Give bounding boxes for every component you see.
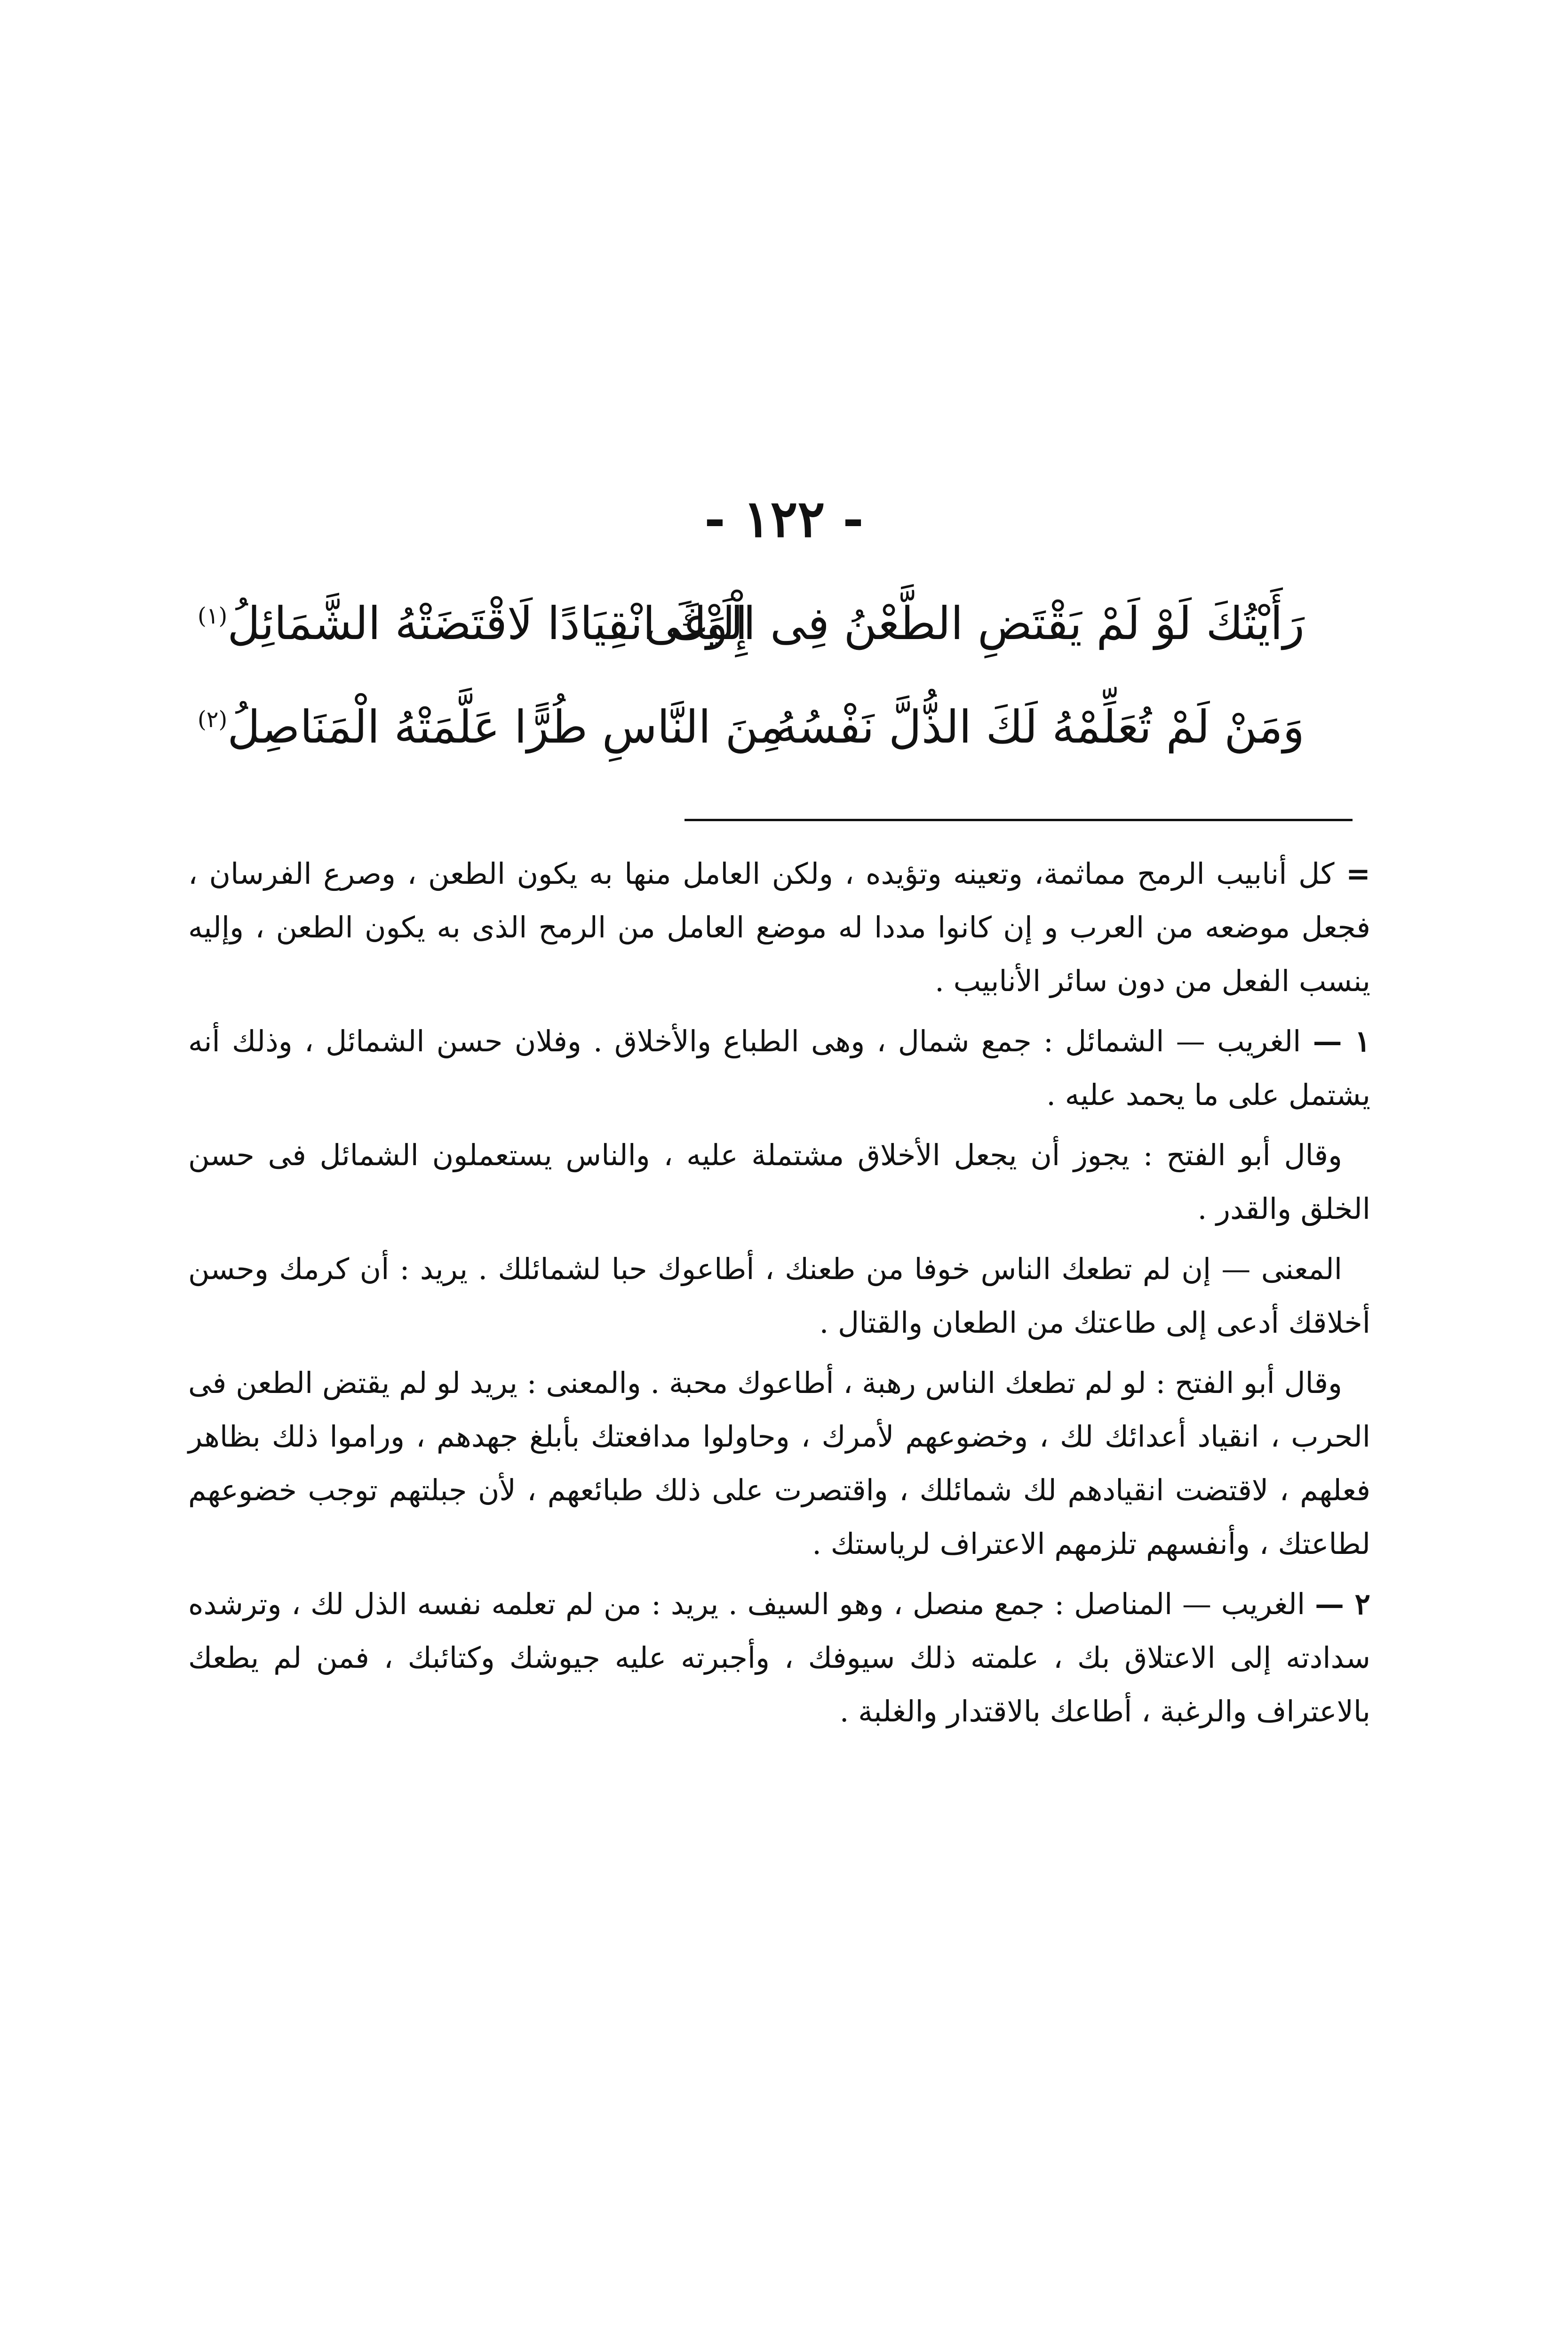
page-number: - ١٢٢ - <box>704 489 864 549</box>
note-paragraph <box>188 847 1370 1008</box>
note-marker: ١ — <box>1313 1024 1371 1058</box>
note-marker: ٢ — <box>1314 1587 1370 1621</box>
note-text: الغريب — الشمائل : جمع شمال ، وهى الطباع والأخلاق . وفلان حسن الشمائل ، وذلك أنه يشتمل على ما يحمد عليه . <box>188 1024 1370 1112</box>
note-text: وقال أبو الفتح : يجوز أن يجعل الأخلاق مشتملة عليه ، والناس يستعملون الشمائل فى حسن الخلق والقدر . <box>188 1138 1370 1226</box>
footnote-ref: (١) <box>198 603 228 629</box>
footnote-separator <box>685 819 1353 821</box>
verse-line <box>198 588 1305 659</box>
footnote-ref: (٢) <box>198 706 228 733</box>
hemistich-text: إِلَيْكَ انْقِيَادًا لَاقْتَضَتْهُ الشَّمَائِلُ <box>227 597 748 650</box>
second-hemistich <box>198 588 748 659</box>
note-paragraph <box>188 1577 1370 1738</box>
second-hemistich <box>198 692 784 762</box>
first-hemistich: وَمَنْ لَمْ تُعَلِّمْهُ لَكَ الذُّلَّ نَفْسُهُ <box>774 701 1305 753</box>
note-text: كل أنابيب الرمح مماثمة، وتعينه وتؤيده ، ولكن العامل منها به يكون الطعن ، وصرع الفرسان ، فجعل موضعه من العرب و إن كانوا مددا له موضع العامل من الرمح الذى به يكون الطعن ، وإليه ينسب الفعل من دون سائر الأنابيب . <box>188 856 1370 998</box>
verse-line <box>198 692 1305 762</box>
note-paragraph <box>188 1015 1370 1122</box>
hemistich-text: مِنَ النَّاسِ طُرًّا عَلَّمَتْهُ الْمَنَاصِلُ <box>227 701 784 753</box>
commentary-notes <box>188 847 1370 1745</box>
note-paragraph <box>188 1242 1370 1350</box>
note-text: المعنى — إن لم تطعك الناس خوفا من طعنك ، أطاعوك حبا لشمائلك . يريد : أن كرمك وحسن أخلاقك أدعى إلى طاعتك من الطعان والقتال . <box>188 1252 1370 1340</box>
note-paragraph <box>188 1128 1370 1236</box>
note-text: الغريب — المناصل : جمع منصل ، وهو السيف . يريد : من لم تعلمه نفسه الذل لك ، وترشده سدادته إلى الاعتلاق بك ، علمته ذلك سيوفك ، وأجبرته عليه جيوشك وكتائبك ، فمن لم يطعك بالاعتراف والرغبة ، أطاعك بالاقتدار والغلبة . <box>188 1587 1370 1728</box>
note-paragraph <box>188 1356 1370 1571</box>
first-hemistich: رَأَيْتُكَ لَوْ لَمْ يَقْتَضِ الطَّعْنُ فِى الْوَغَى <box>645 597 1305 650</box>
note-marker: = <box>1346 856 1370 891</box>
note-text: وقال أبو الفتح : لو لم تطعك الناس رهبة ، أطاعوك محبة . والمعنى : يريد لو لم يقتض الطعن فى الحرب ، انقياد أعدائك لك ، وخضوعهم لأمرك ، وحاولوا مدافعتك بأبلغ جهدهم ، وراموا ذلك بظاهر فعلهم ، لاقتضت انقيادهم لك شمائلك ، واقتصرت على ذلك طبائعهم ، لأن جبلتهم توجب خضوعهم لطاعتك ، وأنفسهم تلزمهم الاعتراف لرياستك . <box>188 1366 1370 1561</box>
